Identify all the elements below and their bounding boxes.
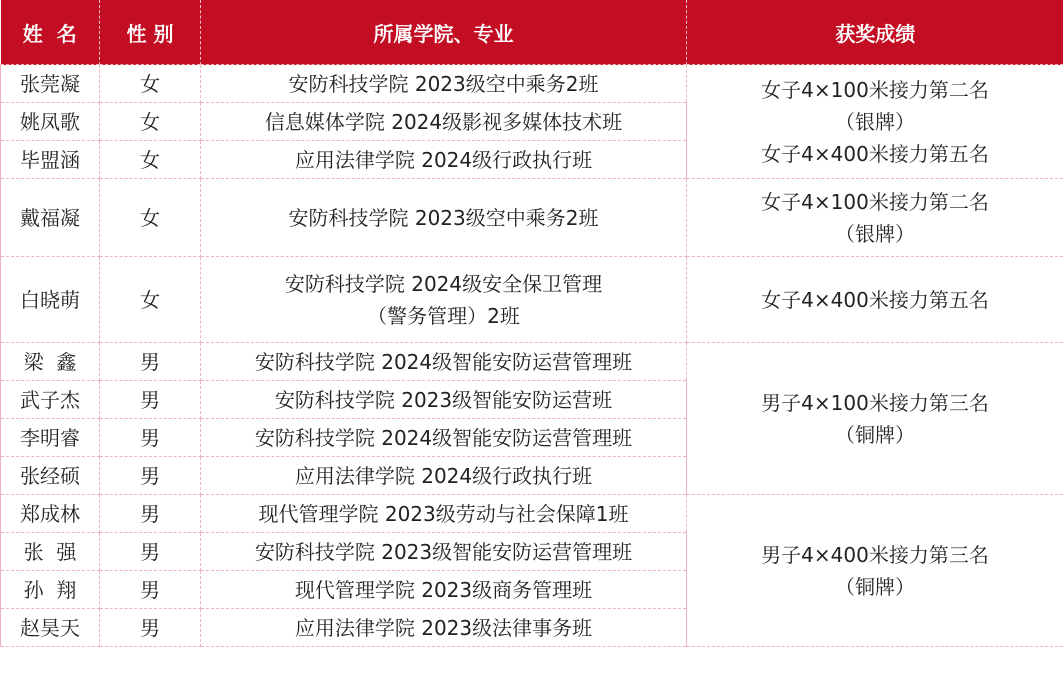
student-dept: 安防科技学院 2023级智能安防运营班 xyxy=(201,381,687,419)
student-name: 白晓萌 xyxy=(1,257,100,343)
header-row xyxy=(1,0,1063,65)
award-line: （银牌） xyxy=(835,221,915,246)
student-name: 武子杰 xyxy=(1,381,100,419)
student-name: 戴福凝 xyxy=(1,179,100,257)
award-cell xyxy=(687,343,1063,495)
student-gender: 男 xyxy=(100,609,201,647)
student-dept: 安防科技学院 2023级智能安防运营管理班 xyxy=(201,533,687,571)
student-name: 姚凤歌 xyxy=(1,103,100,141)
student-name: 张经硕 xyxy=(1,457,100,495)
award-cell xyxy=(687,65,1063,179)
student-dept: 现代管理学院 2023级劳动与社会保障1班 xyxy=(201,495,687,533)
student-name: 毕盟涵 xyxy=(1,141,100,179)
student-gender: 女 xyxy=(100,65,201,103)
award-line: （铜牌） xyxy=(835,574,915,599)
student-dept: 应用法律学院 2024级行政执行班 xyxy=(201,457,687,495)
award-line: （银牌） xyxy=(835,109,915,134)
student-name: 梁 鑫 xyxy=(1,343,100,381)
award-line: 男子4×400米接力第三名 xyxy=(761,542,989,567)
header-award: 获奖成绩 xyxy=(687,0,1063,65)
award-line: 女子4×400米接力第五名 xyxy=(761,287,989,312)
student-name: 张 强 xyxy=(1,533,100,571)
award-line: 女子4×100米接力第二名 xyxy=(761,189,989,214)
header-gender: 性 别 xyxy=(100,0,201,65)
student-dept: 应用法律学院 2024级行政执行班 xyxy=(201,141,687,179)
student-name: 张莞凝 xyxy=(1,65,100,103)
student-gender: 女 xyxy=(100,179,201,257)
award-cell xyxy=(687,179,1063,257)
header-name: 姓 名 xyxy=(1,0,100,65)
student-dept: 应用法律学院 2023级法律事务班 xyxy=(201,609,687,647)
student-name: 赵昊天 xyxy=(1,609,100,647)
student-gender: 女 xyxy=(100,103,201,141)
student-dept: 现代管理学院 2023级商务管理班 xyxy=(201,571,687,609)
student-name: 李明睿 xyxy=(1,419,100,457)
award-cell xyxy=(687,495,1063,647)
table-row xyxy=(1,343,1063,381)
dept-line: 安防科技学院 2024级安全保卫管理 xyxy=(284,271,603,296)
award-cell xyxy=(687,257,1063,343)
student-dept: 安防科技学院 2024级智能安防运营管理班 xyxy=(201,343,687,381)
student-dept xyxy=(201,257,687,343)
dept-line: （警务管理）2班 xyxy=(367,303,520,328)
student-name: 郑成林 xyxy=(1,495,100,533)
student-gender: 男 xyxy=(100,457,201,495)
student-gender: 男 xyxy=(100,381,201,419)
student-gender: 男 xyxy=(100,419,201,457)
table-row xyxy=(1,179,1063,257)
table-row xyxy=(1,495,1063,533)
student-name: 孙 翔 xyxy=(1,571,100,609)
header-dept: 所属学院、专业 xyxy=(201,0,687,65)
table-row xyxy=(1,65,1063,103)
student-dept: 安防科技学院 2023级空中乘务2班 xyxy=(201,179,687,257)
award-line: 男子4×100米接力第三名 xyxy=(761,390,989,415)
student-gender: 女 xyxy=(100,141,201,179)
student-gender: 男 xyxy=(100,343,201,381)
student-dept: 信息媒体学院 2024级影视多媒体技术班 xyxy=(201,103,687,141)
student-gender: 男 xyxy=(100,495,201,533)
award-line: （铜牌） xyxy=(835,422,915,447)
student-dept: 安防科技学院 2023级空中乘务2班 xyxy=(201,65,687,103)
student-gender: 男 xyxy=(100,571,201,609)
student-dept: 安防科技学院 2024级智能安防运营管理班 xyxy=(201,419,687,457)
award-line: 女子4×100米接力第二名 xyxy=(761,77,989,102)
table-row xyxy=(1,257,1063,343)
award-line: 女子4×400米接力第五名 xyxy=(761,141,989,166)
student-gender: 女 xyxy=(100,257,201,343)
student-gender: 男 xyxy=(100,533,201,571)
